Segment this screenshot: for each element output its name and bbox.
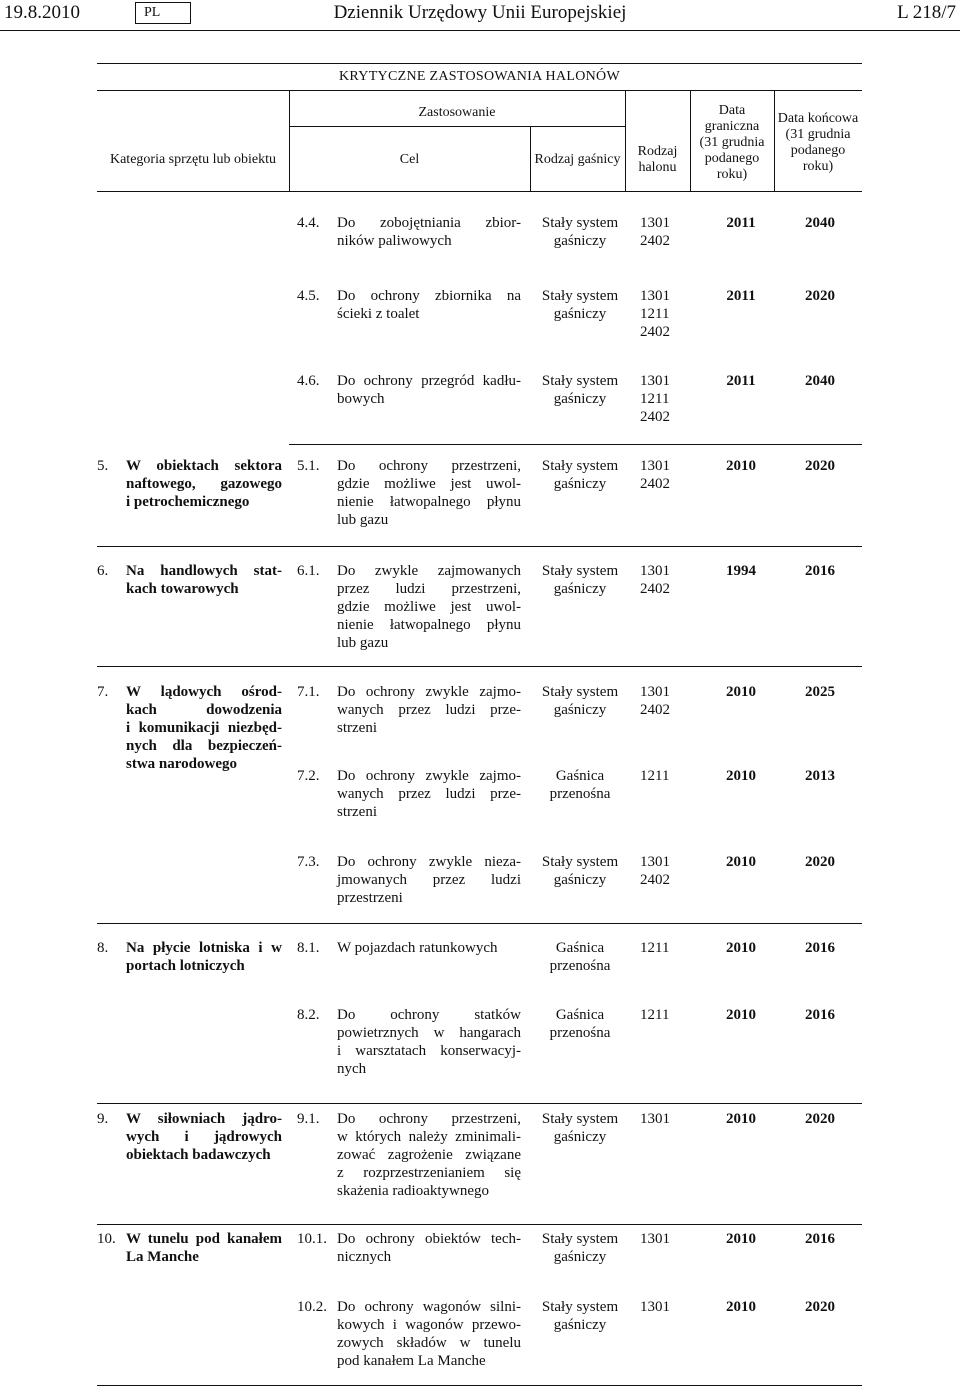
- halon-type-cell: [640, 287, 678, 341]
- publication-date: 19.8.2010: [4, 2, 80, 23]
- header-end-date: Data końcowa (31 grudnia podanego roku): [777, 111, 859, 174]
- end-date-cell: 2020: [805, 854, 835, 870]
- text-line: i komunikacji niezbęd-: [126, 720, 282, 736]
- text-line: obiektach badawczych: [126, 1147, 271, 1163]
- text-line: Gaśnica: [555, 940, 605, 956]
- text-line: skażenia radioaktywnego: [337, 1183, 490, 1199]
- purpose-number: 8.2.: [297, 1007, 320, 1023]
- text-line: Stały system: [541, 215, 619, 231]
- halon-type-cell: [640, 1110, 678, 1128]
- extinguisher-cell: [530, 457, 630, 493]
- text-line: W obiektach sektora: [126, 458, 282, 474]
- text-line: kach towarowych: [126, 581, 239, 597]
- text-line: wanych przez ludzi prze-: [337, 702, 521, 718]
- text-line: 1301: [640, 458, 670, 474]
- text-line: nych dla bezpieczeń-: [126, 738, 282, 754]
- header-cutoff-date: Data graniczna (31 grudnia podanego roku): [699, 103, 765, 182]
- text-line: nicznych: [337, 1249, 392, 1265]
- text-line: strzeni: [337, 720, 377, 736]
- text-line: gaśniczy: [553, 581, 607, 597]
- header-halon-type: Rodzaj halonu: [637, 144, 678, 175]
- text-line: powietrznych w hangarach: [337, 1025, 521, 1041]
- purpose-text: [337, 1298, 521, 1370]
- text-line: z rozprzestrzenianiem się: [337, 1165, 521, 1181]
- text-line: lub gazu: [337, 512, 389, 528]
- end-date-cell: 2040: [805, 373, 835, 389]
- cutoff-date-cell: 2010: [726, 768, 756, 784]
- end-date-cell: 2016: [805, 563, 835, 579]
- text-line: 1301: [640, 288, 670, 304]
- purpose-text: [337, 1230, 521, 1266]
- cutoff-date-cell: 2010: [726, 854, 756, 870]
- end-date-cell: 2040: [805, 215, 835, 231]
- halon-type-cell: [640, 853, 678, 889]
- extinguisher-cell: [530, 1006, 630, 1042]
- text-line: kach dowodzenia: [126, 702, 282, 718]
- text-line: nych: [337, 1061, 367, 1077]
- header-extinguisher: Rodzaj gaśnicy: [534, 152, 621, 167]
- text-line: 1301: [640, 1299, 670, 1315]
- text-line: 1301: [640, 1231, 670, 1247]
- text-line: gaśniczy: [553, 702, 607, 718]
- text-line: 1211: [640, 940, 670, 956]
- text-line: naftowego, gazowego: [126, 476, 282, 492]
- text-line: kowych i wagonów przewo-: [337, 1317, 521, 1333]
- text-line: Do ochrony wagonów silni-: [337, 1299, 521, 1315]
- text-line: Do ochrony obiektów tech-: [337, 1231, 521, 1247]
- text-line: Do ochrony przegród kadłu-: [337, 373, 521, 389]
- extinguisher-cell: [530, 214, 630, 250]
- halon-type-cell: [640, 214, 678, 250]
- extinguisher-cell: [530, 939, 630, 975]
- extinguisher-cell: [530, 1230, 630, 1266]
- extinguisher-cell: [530, 853, 630, 889]
- cutoff-date-cell: 2010: [726, 684, 756, 700]
- text-line: 1301: [640, 854, 670, 870]
- category-text: [126, 457, 282, 511]
- text-line: W tunelu pod kanałem: [126, 1231, 282, 1247]
- text-line: strzeni: [337, 804, 377, 820]
- text-line: jmowanych przez ludzi: [337, 872, 521, 888]
- end-date-cell: 2020: [805, 288, 835, 304]
- cutoff-date-cell: 2011: [726, 215, 756, 231]
- language-badge: PL: [135, 2, 191, 24]
- extinguisher-cell: [530, 1110, 630, 1146]
- end-date-cell: 2016: [805, 1231, 835, 1247]
- halon-type-cell: [640, 683, 678, 719]
- text-line: Stały system: [541, 288, 619, 304]
- text-line: bowych: [337, 391, 385, 407]
- text-line: Do ochrony zwykle zajmo-: [337, 684, 521, 700]
- header-use: Zastosowanie: [418, 105, 496, 120]
- text-line: Stały system: [541, 373, 619, 389]
- text-line: portach lotniczych: [126, 958, 245, 974]
- text-line: Do ochrony zwykle nieza-: [337, 854, 521, 870]
- text-line: lub gazu: [337, 635, 389, 651]
- text-line: 2402: [640, 324, 670, 340]
- category-number: 9.: [97, 1111, 109, 1127]
- header-bottom-rule: [97, 191, 862, 192]
- halon-type-cell: [640, 562, 678, 598]
- header-purpose: Cel: [399, 152, 420, 167]
- extinguisher-cell: [530, 1298, 630, 1334]
- text-line: 2402: [640, 581, 670, 597]
- cutoff-date-cell: 1994: [726, 563, 756, 579]
- purpose-number: 7.3.: [297, 854, 320, 870]
- text-line: ścieki z toalet: [337, 306, 420, 322]
- text-line: i petrochemicznego: [126, 494, 250, 510]
- text-line: w których należy zminimali-: [337, 1129, 521, 1145]
- purpose-number: 7.2.: [297, 768, 320, 784]
- row-rule: [97, 666, 862, 667]
- text-line: Do zwykle zajmowanych: [337, 563, 521, 579]
- text-line: gaśniczy: [553, 1317, 607, 1333]
- row-rule: [289, 444, 862, 445]
- category-text: [126, 1110, 282, 1164]
- text-line: Do ochrony zwykle zajmo-: [337, 768, 521, 784]
- text-line: gdzie możliwe jest uwol-: [337, 476, 521, 492]
- text-line: Stały system: [541, 1299, 619, 1315]
- text-line: i warsztatach konserwacyj-: [337, 1043, 521, 1059]
- end-date-cell: 2020: [805, 1299, 835, 1315]
- category-number: 8.: [97, 940, 109, 956]
- text-line: 2402: [640, 702, 670, 718]
- halon-type-cell: [640, 1298, 678, 1316]
- purpose-text: [337, 683, 521, 737]
- text-line: 1301: [640, 563, 670, 579]
- text-line: gaśniczy: [553, 872, 607, 888]
- text-line: W lądowych ośrod-: [126, 684, 282, 700]
- cutoff-date-cell: 2010: [726, 458, 756, 474]
- extinguisher-cell: [530, 287, 630, 323]
- text-line: Gaśnica: [555, 1007, 605, 1023]
- text-line: Stały system: [541, 684, 619, 700]
- category-number: 7.: [97, 684, 109, 700]
- text-line: Na płycie lotniska i w: [126, 940, 282, 956]
- purpose-number: 8.1.: [297, 940, 320, 956]
- text-line: 1301: [640, 684, 670, 700]
- header-sub-rule: [289, 126, 625, 127]
- category-text: [126, 939, 282, 975]
- purpose-text: [337, 372, 521, 408]
- purpose-number: 4.4.: [297, 215, 320, 231]
- text-line: 1211: [640, 1007, 670, 1023]
- text-line: Stały system: [541, 1231, 619, 1247]
- halon-type-cell: [640, 372, 678, 426]
- category-text: [126, 683, 282, 773]
- end-date-cell: 2013: [805, 768, 835, 784]
- text-line: 2402: [640, 233, 670, 249]
- purpose-text: [337, 214, 521, 250]
- end-date-cell: 2025: [805, 684, 835, 700]
- extinguisher-cell: [530, 767, 630, 803]
- text-line: nienie łatwopalnego płynu: [337, 617, 521, 633]
- text-line: gaśniczy: [553, 1249, 607, 1265]
- purpose-text: [337, 562, 521, 652]
- purpose-text: [337, 1006, 521, 1078]
- text-line: Stały system: [541, 1111, 619, 1127]
- text-line: Stały system: [541, 854, 619, 870]
- text-line: gaśniczy: [553, 391, 607, 407]
- row-rule: [97, 1103, 862, 1104]
- purpose-text: [337, 767, 521, 821]
- text-line: przez ludzi przestrzeni,: [337, 581, 521, 597]
- category-text: [126, 562, 282, 598]
- text-line: 1301: [640, 1111, 670, 1127]
- end-date-cell: 2020: [805, 1111, 835, 1127]
- cutoff-date-cell: 2011: [726, 288, 756, 304]
- extinguisher-cell: [530, 562, 630, 598]
- text-line: Stały system: [541, 563, 619, 579]
- text-line: przenośna: [549, 1025, 611, 1041]
- extinguisher-cell: [530, 372, 630, 408]
- text-line: zowych składów w tunelu: [337, 1335, 521, 1351]
- text-line: stwa narodowego: [126, 756, 237, 772]
- text-line: W siłowniach jądro-: [126, 1111, 282, 1127]
- text-line: przestrzeni: [337, 890, 403, 906]
- purpose-number: 10.1.: [297, 1231, 327, 1247]
- end-date-cell: 2020: [805, 458, 835, 474]
- category-number: 5.: [97, 458, 109, 474]
- purpose-text: [337, 939, 521, 957]
- text-line: Do ochrony przestrzeni,: [337, 458, 521, 474]
- text-line: Do ochrony statków: [337, 1007, 521, 1023]
- category-number: 10.: [97, 1231, 116, 1247]
- halon-type-cell: [640, 939, 678, 957]
- col-divider: [625, 90, 626, 192]
- text-line: 1301: [640, 215, 670, 231]
- text-line: Na handlowych stat-: [126, 563, 282, 579]
- text-line: 2402: [640, 872, 670, 888]
- text-line: przenośna: [549, 786, 611, 802]
- cutoff-date-cell: 2010: [726, 940, 756, 956]
- text-line: Do ochrony zbiornika na: [337, 288, 521, 304]
- text-line: wych i jądrowych: [126, 1129, 282, 1145]
- page-header: [0, 2, 960, 28]
- purpose-number: 5.1.: [297, 458, 320, 474]
- cutoff-date-cell: 2010: [726, 1111, 756, 1127]
- cutoff-date-cell: 2010: [726, 1007, 756, 1023]
- purpose-text: [337, 457, 521, 529]
- purpose-number: 4.6.: [297, 373, 320, 389]
- text-line: Do ochrony przestrzeni,: [337, 1111, 521, 1127]
- row-rule: [97, 923, 862, 924]
- row-rule: [97, 1224, 862, 1225]
- text-line: 1211: [640, 768, 670, 784]
- purpose-text: [337, 853, 521, 907]
- text-line: Do zobojętniania zbior-: [337, 215, 521, 231]
- journal-title: Dziennik Urzędowy Unii Europejskiej: [333, 2, 627, 23]
- end-date-cell: 2016: [805, 1007, 835, 1023]
- text-line: zować zagrożenie związane: [337, 1147, 521, 1163]
- row-rule: [97, 546, 862, 547]
- category-text: [126, 1230, 282, 1266]
- text-line: nienie łatwopalnego płynu: [337, 494, 521, 510]
- cutoff-date-cell: 2010: [726, 1299, 756, 1315]
- purpose-number: 10.2.: [297, 1299, 327, 1315]
- text-line: 2402: [640, 409, 670, 425]
- text-line: pod kanałem La Manche: [337, 1353, 486, 1369]
- purpose-text: [337, 1110, 521, 1200]
- text-line: wanych przez ludzi prze-: [337, 786, 521, 802]
- text-line: 2402: [640, 476, 670, 492]
- halon-type-cell: [640, 767, 678, 785]
- purpose-number: 7.1.: [297, 684, 320, 700]
- halon-type-cell: [640, 457, 678, 493]
- text-line: gaśniczy: [553, 233, 607, 249]
- purpose-text: [337, 287, 521, 323]
- text-line: przenośna: [549, 958, 611, 974]
- text-line: gdzie możliwe jest uwol-: [337, 599, 521, 615]
- halon-type-cell: [640, 1006, 678, 1024]
- extinguisher-cell: [530, 683, 630, 719]
- end-date-cell: 2016: [805, 940, 835, 956]
- purpose-number: 9.1.: [297, 1111, 320, 1127]
- halon-type-cell: [640, 1230, 678, 1248]
- text-line: La Manche: [126, 1249, 199, 1265]
- header-category: Kategoria sprzętu lub obiektu: [109, 152, 276, 167]
- text-line: ników paliwowych: [337, 233, 452, 249]
- purpose-number: 4.5.: [297, 288, 320, 304]
- text-line: W pojazdach ratunkowych: [337, 940, 498, 956]
- text-line: Stały system: [541, 458, 619, 474]
- title-rule: [97, 90, 862, 91]
- text-line: gaśniczy: [553, 1129, 607, 1145]
- text-line: 1211: [640, 306, 670, 322]
- cutoff-date-cell: 2011: [726, 373, 756, 389]
- header-rule: [0, 30, 960, 31]
- text-line: 1211: [640, 391, 670, 407]
- text-line: gaśniczy: [553, 476, 607, 492]
- table-top-rule: [97, 63, 862, 64]
- page-number: L 218/7: [897, 2, 956, 23]
- text-line: Gaśnica: [555, 768, 605, 784]
- text-line: 1301: [640, 373, 670, 389]
- text-line: gaśniczy: [553, 306, 607, 322]
- purpose-number: 6.1.: [297, 563, 320, 579]
- cutoff-date-cell: 2010: [726, 1231, 756, 1247]
- category-number: 6.: [97, 563, 109, 579]
- table-title: KRYTYCZNE ZASTOSOWANIA HALONÓW: [339, 69, 620, 84]
